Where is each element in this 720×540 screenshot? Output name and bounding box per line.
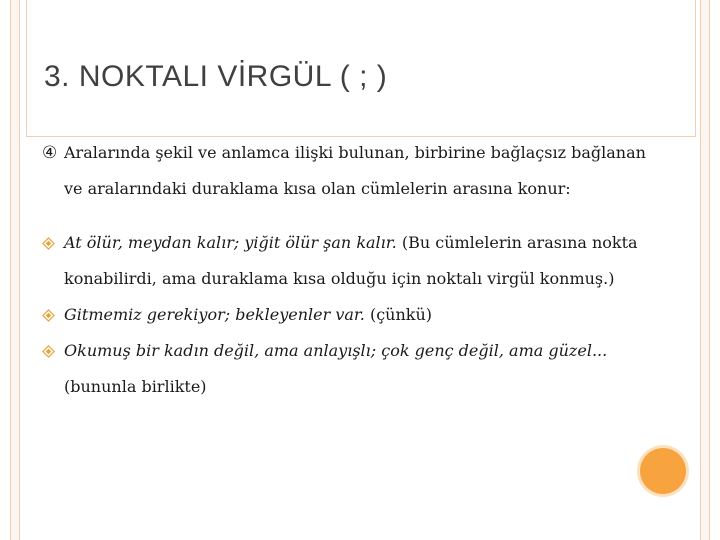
example-sentence: Gitmemiz gerekiyor; bekleyenler var. [64, 305, 365, 324]
list-item [42, 225, 662, 297]
right-frame-stripe [700, 0, 710, 540]
example-note: (Bu cümlelerin arasına nokta konabilirdi, ama duraklama kısa olduğu için noktalı virgül konmuş.) [64, 233, 638, 288]
diamond-bullet-icon [42, 309, 55, 322]
left-frame-stripe [10, 0, 20, 540]
example-note: (çünkü) [364, 305, 433, 324]
example-sentence: At ölür, meydan kalır; yiğit ölür şan kalır. [64, 233, 397, 252]
numbered-circle-icon: ④ [42, 143, 58, 163]
diamond-bullet-icon [42, 237, 55, 250]
slide-content [42, 135, 662, 405]
example-sentence: Okumuş bir kadın değil, ama anlayışlı; çok genç değil, ama güzel... [64, 341, 608, 360]
diamond-bullet-icon [42, 345, 55, 358]
orange-circle-decoration [640, 448, 686, 494]
list-item [42, 297, 662, 333]
slide-title: 3. NOKTALI VİRGÜL ( ; ) [44, 60, 388, 93]
example-note: (bununla birlikte) [64, 377, 207, 396]
list-item [42, 333, 662, 405]
intro-text: Aralarında şekil ve anlamca ilişki bulunan, birbirine bağlaçsız bağlanan ve aralarındaki duraklama kısa olan cümlelerin arasına konur: [64, 143, 646, 198]
intro-paragraph [42, 135, 662, 207]
